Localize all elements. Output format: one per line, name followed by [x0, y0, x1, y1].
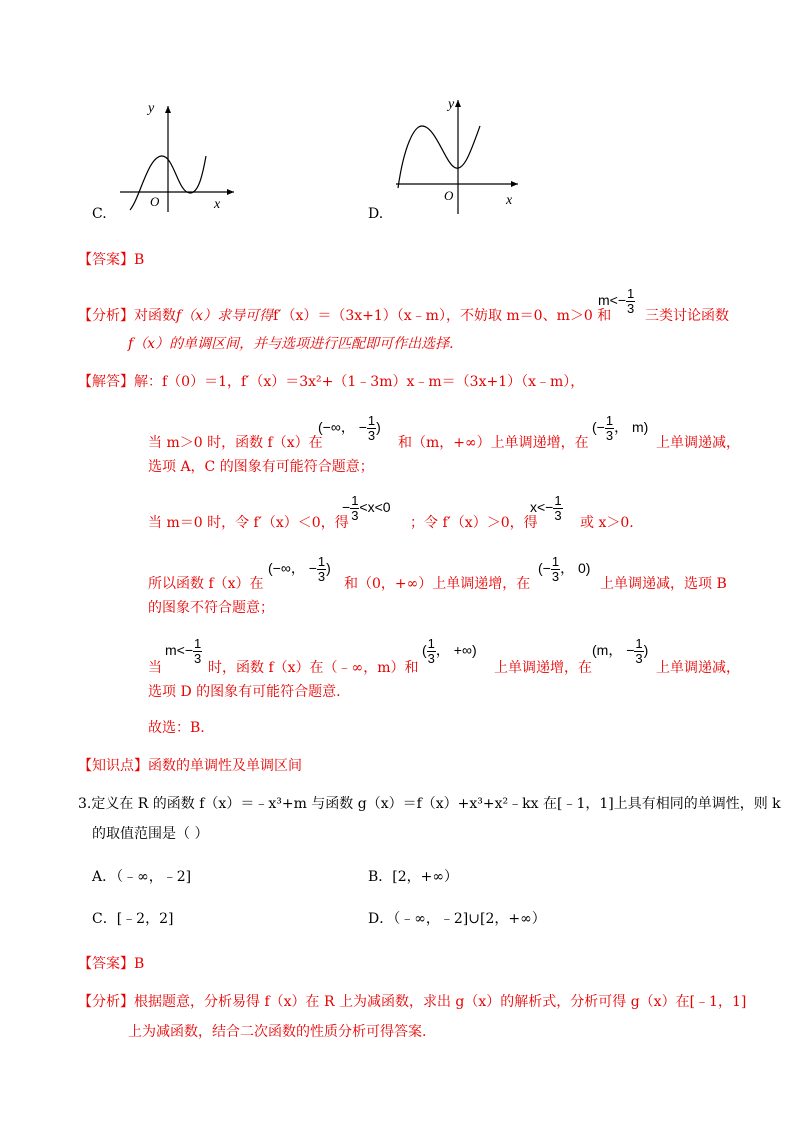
axis-x-label: x	[506, 193, 513, 208]
analysis-text: f′（x）＝（3x+1）（x﹣m），不妨取 m＝0、m＞0 和	[273, 308, 612, 324]
solution-text: 和（0，+∞）上单调递增，在	[344, 576, 531, 592]
math-text: −	[342, 499, 351, 516]
graph-c	[118, 98, 238, 216]
frac-den: 3	[635, 651, 643, 666]
frac-num: 1	[554, 493, 562, 508]
analysis-text: 三类讨论函数	[645, 308, 729, 324]
graph-d	[394, 96, 524, 218]
frac-den: 3	[351, 508, 359, 523]
math-text: (−∞， −	[318, 419, 367, 436]
frac-num: 1	[317, 554, 326, 569]
math-text: m<−	[165, 642, 194, 659]
answer-tag: 【答案】	[78, 956, 134, 972]
question-3-line-2: 的取值范围是（ ）	[92, 826, 209, 842]
math-text: (−	[592, 419, 605, 436]
answer-value: B	[134, 956, 145, 972]
frac-num: 1	[367, 413, 376, 428]
origin-label: O	[444, 188, 454, 203]
graph-d-label: D.	[368, 206, 384, 222]
frac-den: 3	[627, 301, 635, 316]
axis-y-label: y	[148, 101, 155, 116]
analysis-2-line-2: 上为减函数，结合二次函数的性质分析可得答案.	[128, 1024, 427, 1040]
answer-value: B	[134, 252, 145, 268]
frac-den: 3	[605, 428, 614, 443]
question-3-line-1: 3.定义在 R 的函数 f（x）＝﹣x³+m 与函数 g（x）＝f（x）+x³+x²﹣kx 在[﹣1，1]上具有相同的单调性，则 k	[78, 796, 781, 812]
frac-den: 3	[554, 508, 562, 523]
frac-num: 1	[635, 636, 643, 651]
interval-math	[422, 637, 477, 666]
solution-conclusion: 故选：B.	[148, 720, 205, 736]
option-b: B．[2，+∞）	[368, 869, 459, 885]
math-text: m<−	[598, 292, 627, 309]
curve-d	[398, 126, 480, 188]
solution-text: 时，函数 f（x）在（﹣∞，m）和	[208, 660, 419, 676]
analysis-2-line-1	[78, 991, 746, 1011]
math-text: (	[422, 642, 427, 659]
analysis-tag: 【分析】	[78, 994, 134, 1010]
solution-text: 当 m＞0 时，函数 f（x）在	[148, 435, 323, 451]
frac-den: 3	[367, 428, 376, 443]
analysis-tag: 【分析】	[78, 308, 134, 324]
math-text: )	[643, 642, 649, 659]
interval-math	[592, 414, 648, 443]
analysis-text: 根据题意，分析易得 f（x）在 R 上为减函数，求出 g（x）的解析式，分析可得 g（x）在[﹣1，1]	[134, 994, 747, 1010]
solution-tag: 【解答】	[78, 374, 134, 390]
math-text: (−	[538, 560, 551, 577]
solution-text: 当	[148, 660, 162, 676]
interval-math	[538, 555, 590, 584]
solution-text: 上单调递减，选项 B	[600, 576, 727, 592]
option-a: A．（﹣∞，﹣2]	[92, 869, 192, 885]
solution-text: 当 m＝0 时，令 f′（x）＜0，得	[148, 515, 349, 531]
knowledge-point	[78, 755, 302, 775]
analysis-line-1	[78, 305, 611, 325]
frac-den: 3	[317, 569, 326, 584]
answer-tag: 【答案】	[78, 252, 134, 268]
solution-text: 选项 A，C 的图象有可能符合题意；	[148, 459, 374, 475]
frac-num: 1	[194, 636, 202, 651]
frac-num: 1	[605, 413, 614, 428]
frac-den: 3	[551, 569, 560, 584]
knowledge-text: 函数的单调性及单调区间	[148, 758, 302, 774]
solution-text: ；令 f′（x）＞0，得	[410, 515, 538, 531]
math-text: (m， −	[592, 642, 635, 659]
interval-math: (−∞， − $\frac{1}{3}$ )	[268, 554, 331, 584]
frac-num: 1	[551, 554, 560, 569]
math-text: (−∞， −	[268, 560, 317, 577]
frac-num: 1	[427, 636, 435, 651]
frac-num: 1	[351, 493, 359, 508]
solution-text: 上单调递增，在	[494, 660, 592, 676]
axis-y-label: y	[448, 97, 455, 112]
answer-block-2	[78, 953, 144, 973]
analysis-line-2: f（x）的单调区间，并与选项进行匹配即可作出选择.	[128, 336, 454, 352]
option-c: C．[﹣2，2]	[92, 911, 174, 927]
knowledge-tag: 【知识点】	[78, 758, 148, 774]
solution-text: 上单调递减，	[656, 435, 740, 451]
origin-label: O	[150, 194, 160, 209]
answer-block	[78, 249, 144, 269]
frac-num: 1	[627, 286, 635, 301]
solution-text: 和（m，+∞）上单调递增，在	[398, 435, 589, 451]
frac-den: 3	[194, 651, 202, 666]
math-text: <x<0	[359, 499, 391, 516]
interval-math: (−∞， − $\frac{1}{3}$ )	[318, 413, 381, 443]
inequality-math	[342, 494, 391, 523]
math-text: ， +∞)	[435, 642, 477, 659]
analysis-text: 对函数	[134, 308, 176, 324]
solution-text: 上单调递减，	[656, 660, 740, 676]
solution-text: 解：f（0）＝1，f′（x）＝3x²+（1﹣3m）x﹣m＝（3x+1）（x﹣m），	[134, 374, 585, 390]
solution-text: 的图象不符合题意；	[148, 600, 274, 616]
interval-math	[592, 637, 648, 666]
inequality-math	[165, 637, 202, 666]
inequality-math	[530, 494, 563, 523]
option-d: D．（﹣∞，﹣2]∪[2，+∞）	[368, 911, 546, 927]
math-text: x<−	[530, 499, 554, 516]
graph-c-label: C.	[92, 206, 107, 222]
math-text: ， m)	[614, 419, 649, 436]
axis-x-label: x	[214, 197, 221, 212]
frac-den: 3	[427, 651, 435, 666]
analysis-text: f（x）求导可得	[176, 308, 274, 324]
solution-text: 或 x＞0.	[580, 515, 634, 531]
solution-line-0	[78, 371, 584, 391]
analysis-m-inequality	[598, 287, 635, 316]
solution-text: 所以函数 f（x）在	[148, 576, 264, 592]
math-text: ， 0)	[560, 560, 591, 577]
solution-text: 选项 D 的图象有可能符合题意.	[148, 684, 341, 700]
